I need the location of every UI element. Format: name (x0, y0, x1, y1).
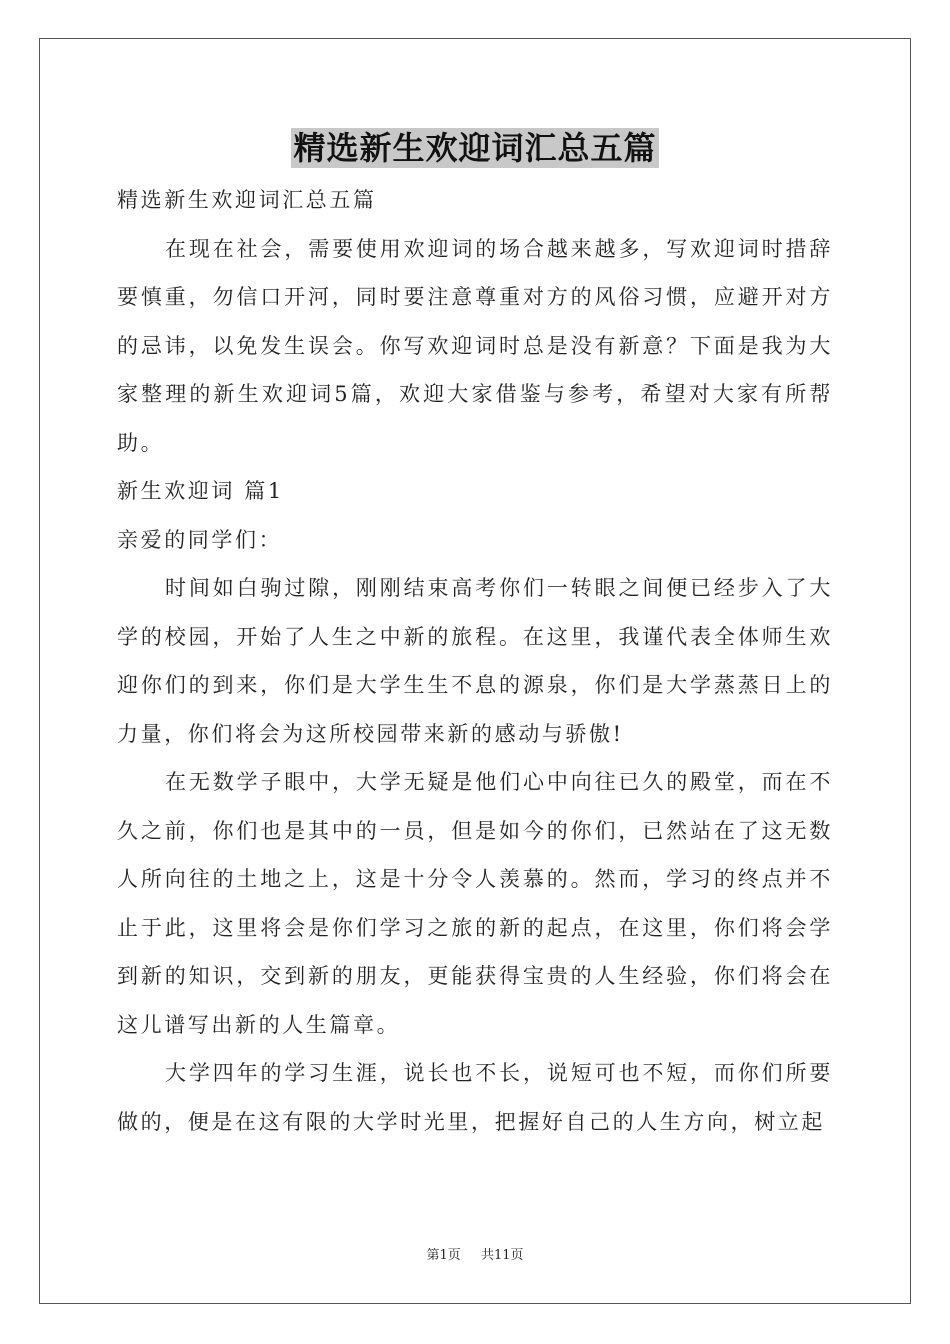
salutation: 亲爱的同学们： (117, 527, 283, 552)
title-container (0, 128, 950, 168)
paragraph: 在现在社会，需要使用欢迎词的场合越来越多，写欢迎词时措辞要慎重，勿信口开河，同时要注意尊重对方的风俗习惯，应避开对方的忌讳，以免发生误会。你写欢迎词时总是没有新意？下面是我为大家整理的新生欢迎词5篇，欢迎大家借鉴与参考，希望对大家有所帮助。 (117, 236, 833, 455)
document-title: 精选新生欢迎词汇总五篇 (293, 129, 657, 167)
paragraph: 在无数学子眼中，大学无疑是他们心中向往已久的殿堂，而在不久之前，你们也是其中的一员，但是如今的你们，已然站在了这无数人所向往的土地之上，这是十分令人羡慕的。然而，学习的终点并不止于此，这里将会是你们学习之旅的新的起点，在这里，你们将会学到新的知识，交到新的朋友，更能获得宝贵的人生经验，你们将会在这儿谱写出新的人生篇章。 (117, 770, 833, 1037)
paragraph: 精选新生欢迎词汇总五篇 (117, 188, 377, 212)
paragraph: 时间如白驹过隙，刚刚结束高考你们一转眼之间便已经步入了大学的校园，开始了人生之中新的旅程。在这里，我谨代表全体师生欢迎你们的到来，你们是大学生生不息的源泉，你们是大学蒸蒸日上的力量，你们将会为这所校园带来新的感动与骄傲! (117, 576, 833, 746)
section-heading: 新生欢迎词 篇1 (117, 479, 284, 503)
page-number: 第1页 (426, 1248, 461, 1263)
page-total: 共11页 (480, 1248, 524, 1263)
paragraph: 大学四年的学习生涯，说长也不长，说短可也不短，而你们所要做的，便是在这有限的大学时光里，把握好自己的人生方向，树立起 (117, 1061, 833, 1134)
page-footer (0, 1244, 950, 1263)
document-body (117, 176, 833, 1146)
